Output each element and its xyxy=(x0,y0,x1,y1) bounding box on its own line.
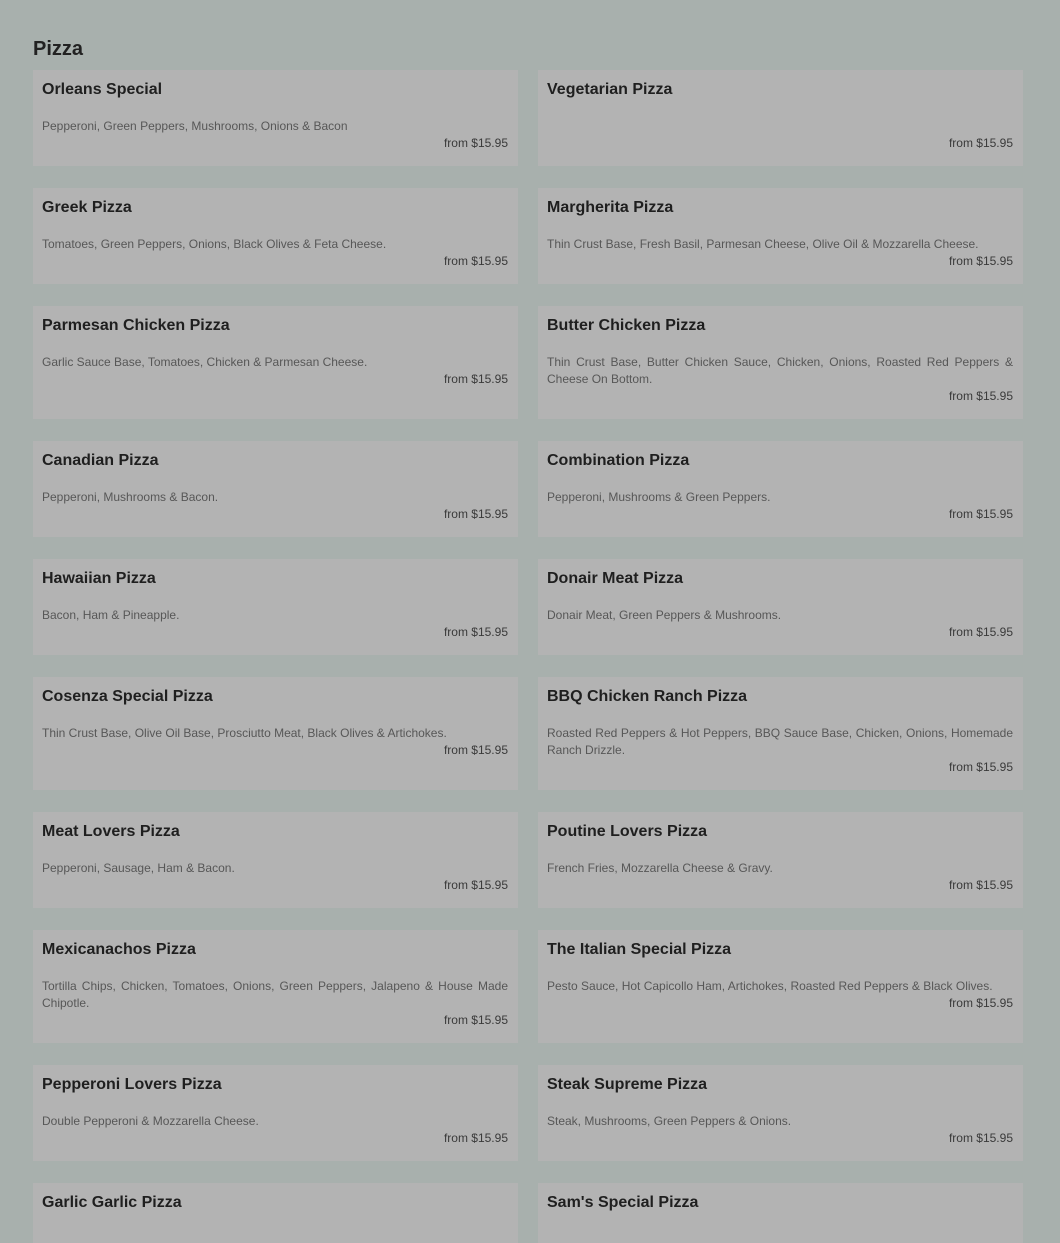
menu-item-description: Thin Crust Base, Fresh Basil, Parmesan Cheese, Olive Oil & Mozzarella Cheese. xyxy=(547,237,979,251)
menu-item-price: from $15.95 xyxy=(948,254,1013,268)
menu-item-card[interactable] xyxy=(33,559,518,655)
menu-item-card[interactable] xyxy=(538,70,1023,166)
menu-item-description: Steak, Mushrooms, Green Peppers & Onions. xyxy=(547,1114,792,1128)
menu-item-description xyxy=(547,118,1013,135)
menu-item-card[interactable] xyxy=(33,441,518,537)
menu-item-name: Steak Supreme Pizza xyxy=(547,1076,708,1093)
menu-item-name: Mexicanachos Pizza xyxy=(42,941,196,958)
menu-item-name: Parmesan Chicken Pizza xyxy=(42,317,230,334)
menu-item-price: from $15.95 xyxy=(948,1131,1013,1145)
menu-item-price: from $15.95 xyxy=(443,136,508,150)
menu-item-card[interactable] xyxy=(33,812,518,908)
menu-item-description: Double Pepperoni & Mozzarella Cheese. xyxy=(42,1114,259,1128)
section-title: Pizza xyxy=(33,38,84,60)
menu-item-card[interactable] xyxy=(33,677,518,790)
menu-item-card[interactable] xyxy=(33,1065,518,1161)
menu-item-price: from $15.95 xyxy=(443,1131,508,1145)
menu-item-description: Pepperoni, Green Peppers, Mushrooms, Onions & Bacon xyxy=(42,119,348,133)
menu-item-card[interactable] xyxy=(538,930,1023,1043)
menu-item-name: Meat Lovers Pizza xyxy=(42,823,180,840)
menu-item-card[interactable] xyxy=(33,930,518,1043)
menu-item-description: Thin Crust Base, Olive Oil Base, Prosciutto Meat, Black Olives & Artichokes. xyxy=(42,726,447,740)
menu-item-price: from $15.95 xyxy=(443,254,508,268)
menu-item-name: Cosenza Special Pizza xyxy=(42,688,213,705)
menu-item-description: Pepperoni, Mushrooms & Bacon. xyxy=(42,490,219,504)
menu-item-price: from $15.95 xyxy=(443,625,508,639)
menu-item-name: Garlic Garlic Pizza xyxy=(42,1194,182,1211)
menu-item-price: from $15.95 xyxy=(443,372,508,386)
menu-item-price: from $15.95 xyxy=(948,625,1013,639)
menu-item-price: from $15.95 xyxy=(948,389,1013,403)
menu-item-card[interactable] xyxy=(33,188,518,284)
menu-item-description: Roasted Red Peppers & Hot Peppers, BBQ Sauce Base, Chicken, Onions, Homemade Ranch Drizzle. xyxy=(547,726,1013,757)
menu-item-name: The Italian Special Pizza xyxy=(547,941,732,958)
menu-item-price: from $15.95 xyxy=(443,878,508,892)
menu-item-price: from $15.95 xyxy=(948,996,1013,1010)
menu-item-description: Tortilla Chips, Chicken, Tomatoes, Onions, Green Peppers, Jalapeno & House Made Chipotle. xyxy=(42,979,508,1010)
menu-item-description: Bacon, Ham & Pineapple. xyxy=(42,608,180,622)
menu-item-card[interactable] xyxy=(538,306,1023,419)
menu-item-description: Pepperoni, Sausage, Ham & Bacon. xyxy=(42,861,235,875)
menu-item-price: from $15.95 xyxy=(948,507,1013,521)
menu-item-description: French Fries, Mozzarella Cheese & Gravy. xyxy=(547,861,773,875)
menu-item-description: Pepperoni, Mushrooms & Green Peppers. xyxy=(547,490,771,504)
menu-item-price: from $15.95 xyxy=(948,878,1013,892)
menu-item-name: BBQ Chicken Ranch Pizza xyxy=(547,688,748,705)
menu-item-price: from $15.95 xyxy=(443,1013,508,1027)
menu-item-name: Canadian Pizza xyxy=(42,452,159,469)
menu-item-name: Margherita Pizza xyxy=(547,199,674,216)
menu-item-name: Donair Meat Pizza xyxy=(547,570,684,587)
menu-item-price: from $15.95 xyxy=(948,760,1013,774)
menu-item-name: Vegetarian Pizza xyxy=(547,81,673,98)
menu-item-card[interactable] xyxy=(33,1183,518,1243)
menu-item-card[interactable] xyxy=(538,441,1023,537)
menu-item-grid xyxy=(33,70,1023,1243)
menu-item-name: Poutine Lovers Pizza xyxy=(547,823,708,840)
menu-item-card[interactable] xyxy=(538,188,1023,284)
menu-item-price: from $15.95 xyxy=(948,136,1013,150)
menu-item-name: Combination Pizza xyxy=(547,452,690,469)
menu-item-name: Butter Chicken Pizza xyxy=(547,317,706,334)
menu-item-description: Tomatoes, Green Peppers, Onions, Black Olives & Feta Cheese. xyxy=(42,237,387,251)
menu-item-description: Garlic Sauce Base, Tomatoes, Chicken & Parmesan Cheese. xyxy=(42,355,368,369)
menu-item-card[interactable] xyxy=(538,677,1023,790)
menu-item-name: Hawaiian Pizza xyxy=(42,570,156,587)
menu-item-card[interactable] xyxy=(538,1065,1023,1161)
menu-item-description: Donair Meat, Green Peppers & Mushrooms. xyxy=(547,608,782,622)
menu-item-card[interactable] xyxy=(33,70,518,166)
menu-item-name: Pepperoni Lovers Pizza xyxy=(42,1076,222,1093)
menu-item-name: Orleans Special xyxy=(42,81,163,98)
menu-item-card[interactable] xyxy=(538,559,1023,655)
menu-item-card[interactable] xyxy=(538,1183,1023,1243)
menu-item-card[interactable] xyxy=(33,306,518,419)
menu-item-price: from $15.95 xyxy=(443,743,508,757)
menu-item-description: Pesto Sauce, Hot Capicollo Ham, Artichokes, Roasted Red Peppers & Black Olives. xyxy=(547,979,993,993)
menu-item-name: Sam's Special Pizza xyxy=(547,1194,699,1211)
menu-item-description: Thin Crust Base, Butter Chicken Sauce, Chicken, Onions, Roasted Red Peppers & Cheese On Bottom. xyxy=(547,355,1013,386)
menu-item-price: from $15.95 xyxy=(443,507,508,521)
menu-item-card[interactable] xyxy=(538,812,1023,908)
menu-item-name: Greek Pizza xyxy=(42,199,132,216)
